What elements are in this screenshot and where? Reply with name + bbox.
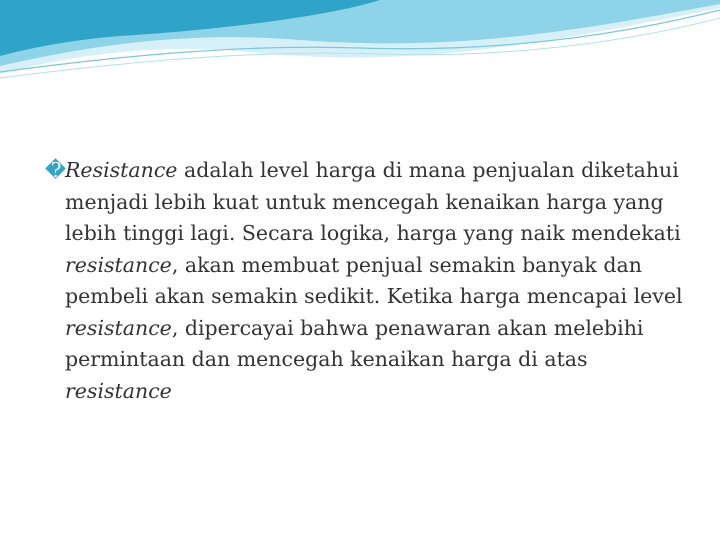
text-run: resistance: [65, 315, 172, 340]
header-wave-decoration: [0, 0, 720, 90]
text-run: Resistance: [65, 158, 178, 182]
bullet-paragraph: [45, 155, 685, 407]
text-run: , akan membuat penjual semakin banyak dan pembeli akan semakin sedikit. Ketika harga mencapai level: [65, 252, 683, 308]
text-run: resistance: [65, 378, 172, 403]
slide-body: [45, 155, 685, 407]
text-run: resistance: [65, 252, 172, 277]
text-run: , dipercayai bahwa penawaran akan melebihi permintaan dan mencegah kenaikan harga di atas: [65, 315, 644, 371]
unknown-glyph-icon: �: [45, 158, 67, 182]
text-run: adalah level harga di mana penjualan diketahui menjadi lebih kuat untuk mencegah kenaikan harga yang lebih tinggi lagi. Secara logika, harga yang naik mendekati: [65, 158, 681, 245]
